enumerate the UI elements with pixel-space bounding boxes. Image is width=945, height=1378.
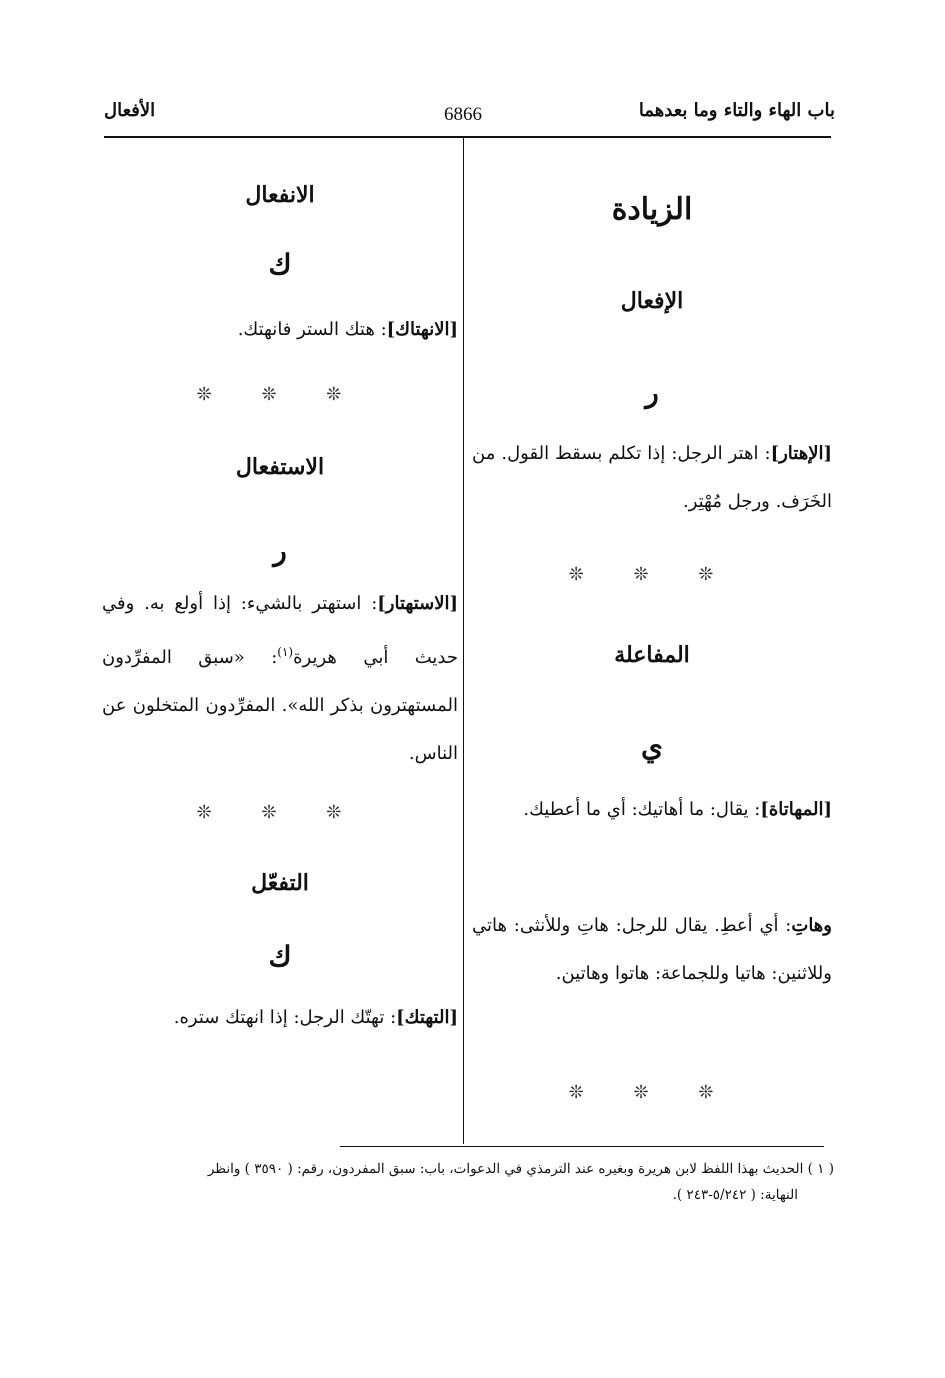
- section-separator: ❊ ❊ ❊: [568, 1082, 736, 1103]
- entry-term: [المهاتاة]: [760, 799, 832, 820]
- running-header-chapter: باب الهاء والتاء وما بعدهما: [638, 100, 835, 121]
- entry-term: [الانهتاك]: [386, 319, 458, 340]
- entry-paragraph: [102, 580, 458, 778]
- section-separator: ❊ ❊ ❊: [196, 384, 364, 405]
- subsection-heading: الانفعال: [245, 182, 315, 208]
- entry-term: [التهتك]: [396, 1007, 458, 1028]
- column-divider: [463, 138, 464, 1144]
- root-letter: ر: [273, 534, 287, 567]
- entry-text: : استهتر بالشيء: إذا أولع به. وفي حديث أبي هريرة: [102, 593, 458, 668]
- running-header-section: الأفعال: [104, 100, 156, 121]
- footnote-line: النهاية: ( ٥/٢٤٢-٢٤٣ ).: [672, 1187, 798, 1203]
- entry-term: [الاستهتار]: [377, 593, 458, 614]
- entry-text: : يقال: ما أهاتيك: أي ما أعطيك.: [523, 799, 761, 820]
- entry-term: [الإهتار]: [770, 443, 832, 464]
- entry-paragraph: [472, 430, 832, 526]
- entry-text: : «سبق المفرِّدون المستهترون بذكر الله». المفرِّدون المتخلون عن الناس.: [102, 647, 458, 764]
- entry-text: : هتك الستر فانهتك.: [237, 319, 387, 340]
- entry-paragraph: [102, 306, 458, 354]
- subsection-heading: التفعّل: [251, 870, 309, 896]
- entry-text: : تهتّك الرجل: إذا انهتك ستره.: [173, 1007, 397, 1028]
- entry-text: : أي أعطِ. يقال للرجل: هاتِ وللأنثى: هاتي وللاثنين: هاتيا وللجماعة: هاتوا وهاتين.: [472, 915, 832, 984]
- entry-text: : اهتر الرجل: إذا تكلم بسقط القول. من الخَرَف. ورجل مُهْتِر.: [472, 443, 832, 512]
- page-number: 6866: [444, 104, 482, 125]
- footnote-rule: [340, 1146, 824, 1147]
- footnote-reference[interactable]: (١): [277, 645, 294, 659]
- footnote-line: ( ١ ) الحديث بهذا اللفظ لابن هريرة وبغيره عند الترمذي في الدعوات، باب: سبق المفردون، رقم: ( ٣٥٩٠ ) وانظر: [207, 1161, 834, 1177]
- section-separator: ❊ ❊ ❊: [568, 564, 736, 585]
- root-letter: ي: [641, 730, 663, 763]
- subsection-heading: المفاعلة: [614, 642, 690, 668]
- section-title: الزيادة: [611, 192, 693, 227]
- entry-term: وهاتِ: [791, 915, 832, 936]
- section-separator: ❊ ❊ ❊: [196, 802, 364, 823]
- root-letter: ك: [268, 940, 292, 973]
- root-letter: ك: [268, 248, 292, 281]
- entry-paragraph: [472, 902, 832, 998]
- header-rule: [104, 136, 831, 138]
- entry-paragraph: [102, 994, 458, 1042]
- subsection-heading: الإفعال: [620, 288, 684, 314]
- subsection-heading: الاستفعال: [235, 454, 325, 480]
- root-letter: ر: [645, 376, 659, 409]
- footnote: [98, 1156, 834, 1208]
- entry-paragraph: [472, 786, 832, 834]
